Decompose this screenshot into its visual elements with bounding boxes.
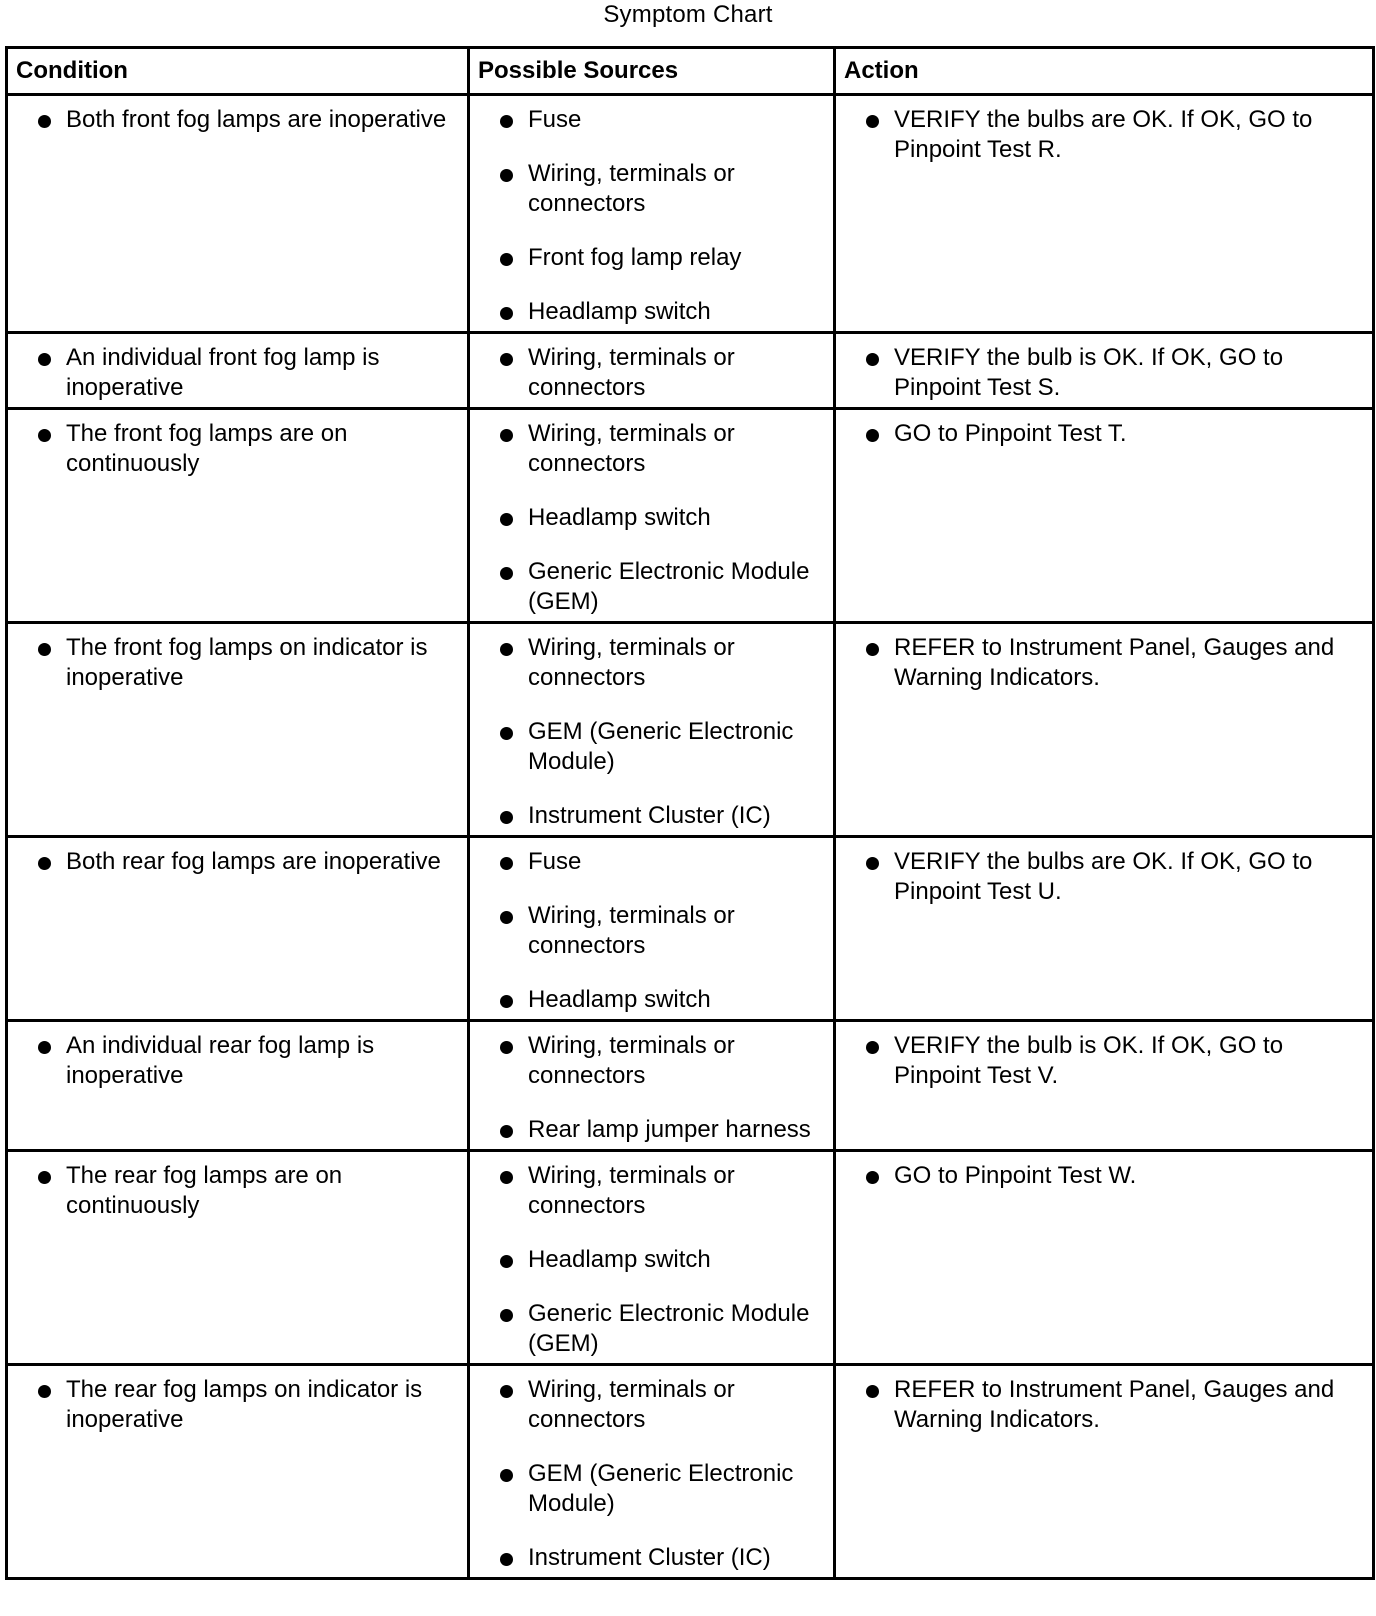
bullet-list [22,847,461,877]
list-item [484,1299,827,1359]
list-item [850,419,1366,449]
bullet-icon [500,995,513,1008]
bullet-icon [500,1385,513,1398]
bullet-icon [500,567,513,580]
list-item [850,633,1366,693]
bullet-list [22,419,461,479]
bullet-list [850,419,1366,449]
table-row [7,1365,1374,1579]
possible-sources-cell [469,95,835,333]
list-item-text: Wiring, terminals or connectors [528,1162,735,1219]
list-item-text: Front fog lamp relay [528,244,742,271]
bullet-list [850,343,1366,403]
list-item [484,159,827,219]
bullet-icon [500,1309,513,1322]
bullet-icon [500,857,513,870]
list-item [22,419,461,479]
condition-cell [7,333,469,409]
bullet-icon [866,353,879,366]
list-item-text: Wiring, terminals or connectors [528,902,735,959]
action-cell [835,837,1374,1021]
bullet-icon [500,1255,513,1268]
list-item-text: The front fog lamps on indicator is inoperative [66,634,428,691]
list-item [484,847,827,877]
list-item-text: An individual front fog lamp is inoperative [66,344,380,401]
list-item-text: Wiring, terminals or connectors [528,420,735,477]
bullet-icon [38,1385,51,1398]
bullet-icon [500,429,513,442]
list-item [22,847,461,877]
table-row [7,333,1374,409]
list-item [850,1375,1366,1435]
bullet-list [850,1375,1366,1435]
list-item-text: GEM (Generic Electronic Module) [528,718,794,775]
bullet-list [484,105,827,327]
possible-sources-cell [469,1021,835,1151]
list-item-text: Headlamp switch [528,298,711,325]
list-item-text: The rear fog lamps on indicator is inoperative [66,1376,423,1433]
list-item [484,1375,827,1435]
list-item [484,1245,827,1275]
condition-cell [7,95,469,333]
action-cell [835,1151,1374,1365]
bullet-list [22,1375,461,1435]
list-item [484,243,827,273]
bullet-icon [866,1171,879,1184]
list-item-text: REFER to Instrument Panel, Gauges and Warning Indicators. [894,634,1335,691]
bullet-icon [500,1125,513,1138]
list-item [22,633,461,693]
list-item-text: GO to Pinpoint Test W. [894,1162,1137,1189]
bullet-list [22,343,461,403]
list-item [484,1459,827,1519]
list-item [484,503,827,533]
bullet-icon [500,727,513,740]
list-item-text: Headlamp switch [528,1246,711,1273]
bullet-icon [866,1041,879,1054]
list-item [484,1161,827,1221]
list-item [484,297,827,327]
bullet-icon [38,857,51,870]
bullet-icon [500,353,513,366]
list-item [484,105,827,135]
bullet-list [484,419,827,617]
list-item-text: Wiring, terminals or connectors [528,160,735,217]
action-cell [835,1021,1374,1151]
bullet-icon [500,811,513,824]
list-item-text: Wiring, terminals or connectors [528,634,735,691]
bullet-icon [38,353,51,366]
condition-cell [7,623,469,837]
list-item-text: Wiring, terminals or connectors [528,1376,735,1433]
table-row [7,95,1374,333]
possible-sources-cell [469,1151,835,1365]
action-cell [835,1365,1374,1579]
bullet-icon [500,643,513,656]
bullet-icon [500,513,513,526]
table-row [7,1151,1374,1365]
list-item-text: Generic Electronic Module (GEM) [528,558,810,615]
bullet-icon [866,857,879,870]
bullet-icon [500,169,513,182]
list-item [484,985,827,1015]
action-cell [835,623,1374,837]
bullet-icon [500,253,513,266]
condition-cell [7,1021,469,1151]
bullet-list [850,633,1366,693]
table-body [7,95,1374,1579]
list-item-text: Both front fog lamps are inoperative [66,106,447,133]
condition-cell [7,1365,469,1579]
bullet-icon [38,1041,51,1054]
bullet-list [484,343,827,403]
bullet-icon [38,429,51,442]
possible-sources-cell [469,623,835,837]
list-item-text: Fuse [528,106,582,133]
list-item-text: Generic Electronic Module (GEM) [528,1300,810,1357]
list-item-text: VERIFY the bulbs are OK. If OK, GO to Pinpoint Test U. [894,848,1313,905]
list-item-text: GO to Pinpoint Test T. [894,420,1127,447]
list-item-text: Headlamp switch [528,986,711,1013]
list-item-text: Instrument Cluster (IC) [528,802,771,829]
table-row [7,837,1374,1021]
symptom-chart-table [5,46,1375,1580]
list-item-text: VERIFY the bulb is OK. If OK, GO to Pinpoint Test S. [894,344,1284,401]
list-item [850,1161,1366,1191]
possible-sources-cell [469,1365,835,1579]
table-row [7,623,1374,837]
list-item [22,1161,461,1221]
bullet-icon [500,1041,513,1054]
list-item-text: REFER to Instrument Panel, Gauges and Warning Indicators. [894,1376,1335,1433]
condition-cell [7,837,469,1021]
list-item-text: An individual rear fog lamp is inoperative [66,1032,375,1089]
list-item-text: GEM (Generic Electronic Module) [528,1460,794,1517]
list-item-text: Wiring, terminals or connectors [528,344,735,401]
list-item [22,1375,461,1435]
bullet-icon [500,115,513,128]
list-item [484,1031,827,1091]
list-item [850,343,1366,403]
bullet-icon [500,1171,513,1184]
bullet-list [850,1031,1366,1091]
list-item [22,1031,461,1091]
list-item-text: Rear lamp jumper harness [528,1116,811,1143]
list-item [850,1031,1366,1091]
bullet-icon [38,643,51,656]
list-item-text: The rear fog lamps are on continuously [66,1162,343,1219]
bullet-icon [866,1385,879,1398]
bullet-icon [866,115,879,128]
list-item [484,633,827,693]
header-row [7,48,1374,95]
header-condition: Condition [7,48,469,95]
action-cell [835,95,1374,333]
list-item [484,717,827,777]
list-item [22,343,461,403]
list-item [22,105,461,135]
table-row [7,409,1374,623]
bullet-list [850,105,1366,165]
list-item-text: Wiring, terminals or connectors [528,1032,735,1089]
bullet-list [850,847,1366,907]
possible-sources-cell [469,333,835,409]
possible-sources-cell [469,837,835,1021]
bullet-icon [500,1553,513,1566]
bullet-icon [38,115,51,128]
bullet-icon [500,1469,513,1482]
action-cell [835,333,1374,409]
bullet-list [850,1161,1366,1191]
bullet-icon [866,643,879,656]
bullet-list [22,1031,461,1091]
header-action: Action [835,48,1374,95]
bullet-list [484,633,827,831]
list-item [484,557,827,617]
list-item [484,419,827,479]
condition-cell [7,1151,469,1365]
bullet-icon [500,911,513,924]
bullet-list [22,1161,461,1221]
bullet-list [22,105,461,135]
list-item-text: Both rear fog lamps are inoperative [66,848,441,875]
list-item [484,343,827,403]
chart-title: Symptom Chart [603,1,773,28]
table-row [7,1021,1374,1151]
list-item [484,1543,827,1573]
list-item-text: The front fog lamps are on continuously [66,420,348,477]
list-item [484,801,827,831]
bullet-icon [38,1171,51,1184]
condition-cell [7,409,469,623]
bullet-list [484,1031,827,1145]
list-item-text: VERIFY the bulb is OK. If OK, GO to Pinpoint Test V. [894,1032,1284,1089]
bullet-list [484,847,827,1015]
bullet-list [484,1375,827,1573]
bullet-icon [866,429,879,442]
bullet-list [484,1161,827,1359]
list-item [850,847,1366,907]
list-item [484,901,827,961]
bullet-icon [500,307,513,320]
list-item-text: VERIFY the bulbs are OK. If OK, GO to Pinpoint Test R. [894,106,1313,163]
list-item [484,1115,827,1145]
possible-sources-cell [469,409,835,623]
list-item-text: Headlamp switch [528,504,711,531]
bullet-list [22,633,461,693]
list-item [850,105,1366,165]
action-cell [835,409,1374,623]
list-item-text: Fuse [528,848,582,875]
list-item-text: Instrument Cluster (IC) [528,1544,771,1571]
header-possible-sources: Possible Sources [469,48,835,95]
